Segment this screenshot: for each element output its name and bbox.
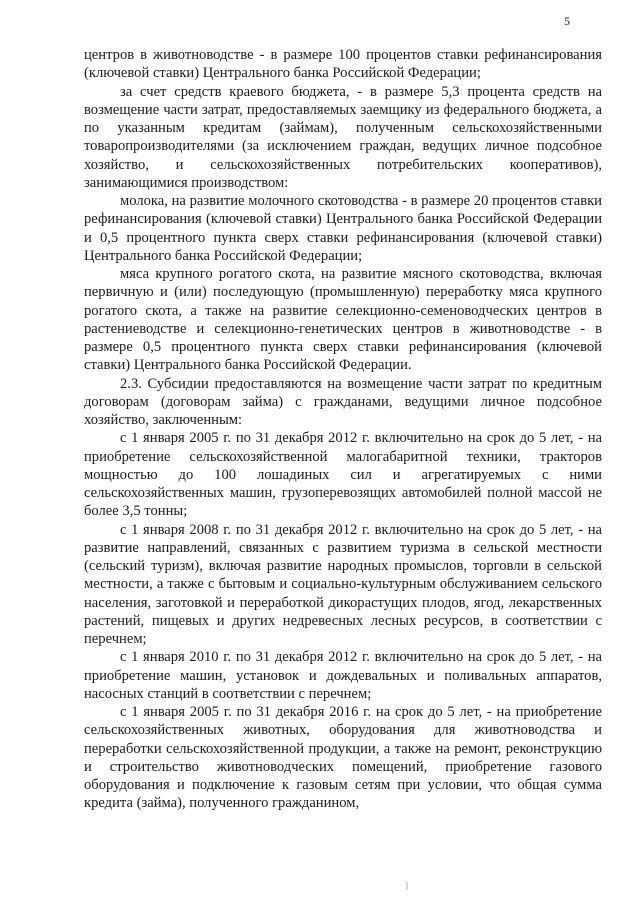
paragraph-continuation: центров в животноводстве - в размере 100 процентов ставки рефинансирования (ключевой ставки) Центрального банка Российской Федерации; [84,47,602,82]
page-number: 5 [564,14,570,28]
paragraph-machinery: с 1 января 2005 г. по 31 декабря 2012 г. включительно на срок до 5 лет, - на приобретение сельскохозяйственной малогабаритной техники, тракторов мощностью до 100 лошадиных сил и агрегатируемых с ними сельскохозяйственных машин, грузоперевозящих автомобилей полной массой не более 3,5 тонны; [84,430,602,520]
document-body [84,46,602,813]
scan-mark [406,882,408,890]
paragraph-livestock: с 1 января 2005 г. по 31 декабря 2016 г. на срок до 5 лет, - на приобретение сельскохозяйственных животных, оборудования для животноводства и переработки сельскохозяйственной продукции, а также на ремонт, реконструкцию и строительство животноводческих помещений, приобретение газового оборудования и подключение к газовым сетям при условии, что общая сумма кредита (займа), полученного гражданином, [84,704,602,812]
paragraph-irrigation: с 1 января 2010 г. по 31 декабря 2012 г. включительно на срок до 5 лет, - на приобретение машин, установок и дождевальных и поливальных аппаратов, насосных станций в соответствии с перечнем; [84,649,602,702]
paragraph-cattle-meat: мяса крупного рогатого скота, на развитие мясного скотоводства, включая первичную и (или) последующую (промышленную) переработку мяса крупного рогатого скота, а также на развитие селекционно-семеноводческих центров в растениеводстве и селекционно-генетических центров в животноводстве - в размере 0,5 процентного пункта сверх ставки рефинансирования (ключевой ставки) Центрального банка Российской Федерации. [84,266,602,374]
paragraph-section-2-3: 2.3. Субсидии предоставляются на возмещение части затрат по кредитным договорам (договорам займа) с гражданами, ведущими личное подсобное хозяйство, заключенным: [84,375,602,428]
paragraph-rural-tourism: с 1 января 2008 г. по 31 декабря 2012 г. включительно на срок до 5 лет, - на развитие направлений, связанных с развитием туризма в сельской местности (сельский туризм), включая развитие народных промыслов, торговли в сельской местности, а также с бытовым и социально-культурным обслуживанием сельского населения, заготовкой и переработкой дикорастущих плодов, ягод, лекарственных растений, пищевых и других недревесных лесных ресурсов, в соответствии с перечнем; [84,521,602,647]
paragraph-milk: молока, на развитие молочного скотоводства - в размере 20 процентов ставки рефинансирования (ключевой ставки) Центрального банка Российской Федерации и 0,5 процентного пункта сверх ставки рефинансирования (ключевой ставки) Центрального банка Российской Федерации; [84,193,602,264]
paragraph-regional-budget: за счет средств краевого бюджета, - в размере 5,3 процента средств на возмещение части затрат, предоставляемых заемщику из федерального бюджета, а по указанным кредитам (займам), полученным сельскохозяйственными товаропроизводителями (за исключением граждан, ведущих личное подсобное хозяйство, и сельскохозяйственных потребительских кооперативов), занимающимися производством: [84,83,602,191]
